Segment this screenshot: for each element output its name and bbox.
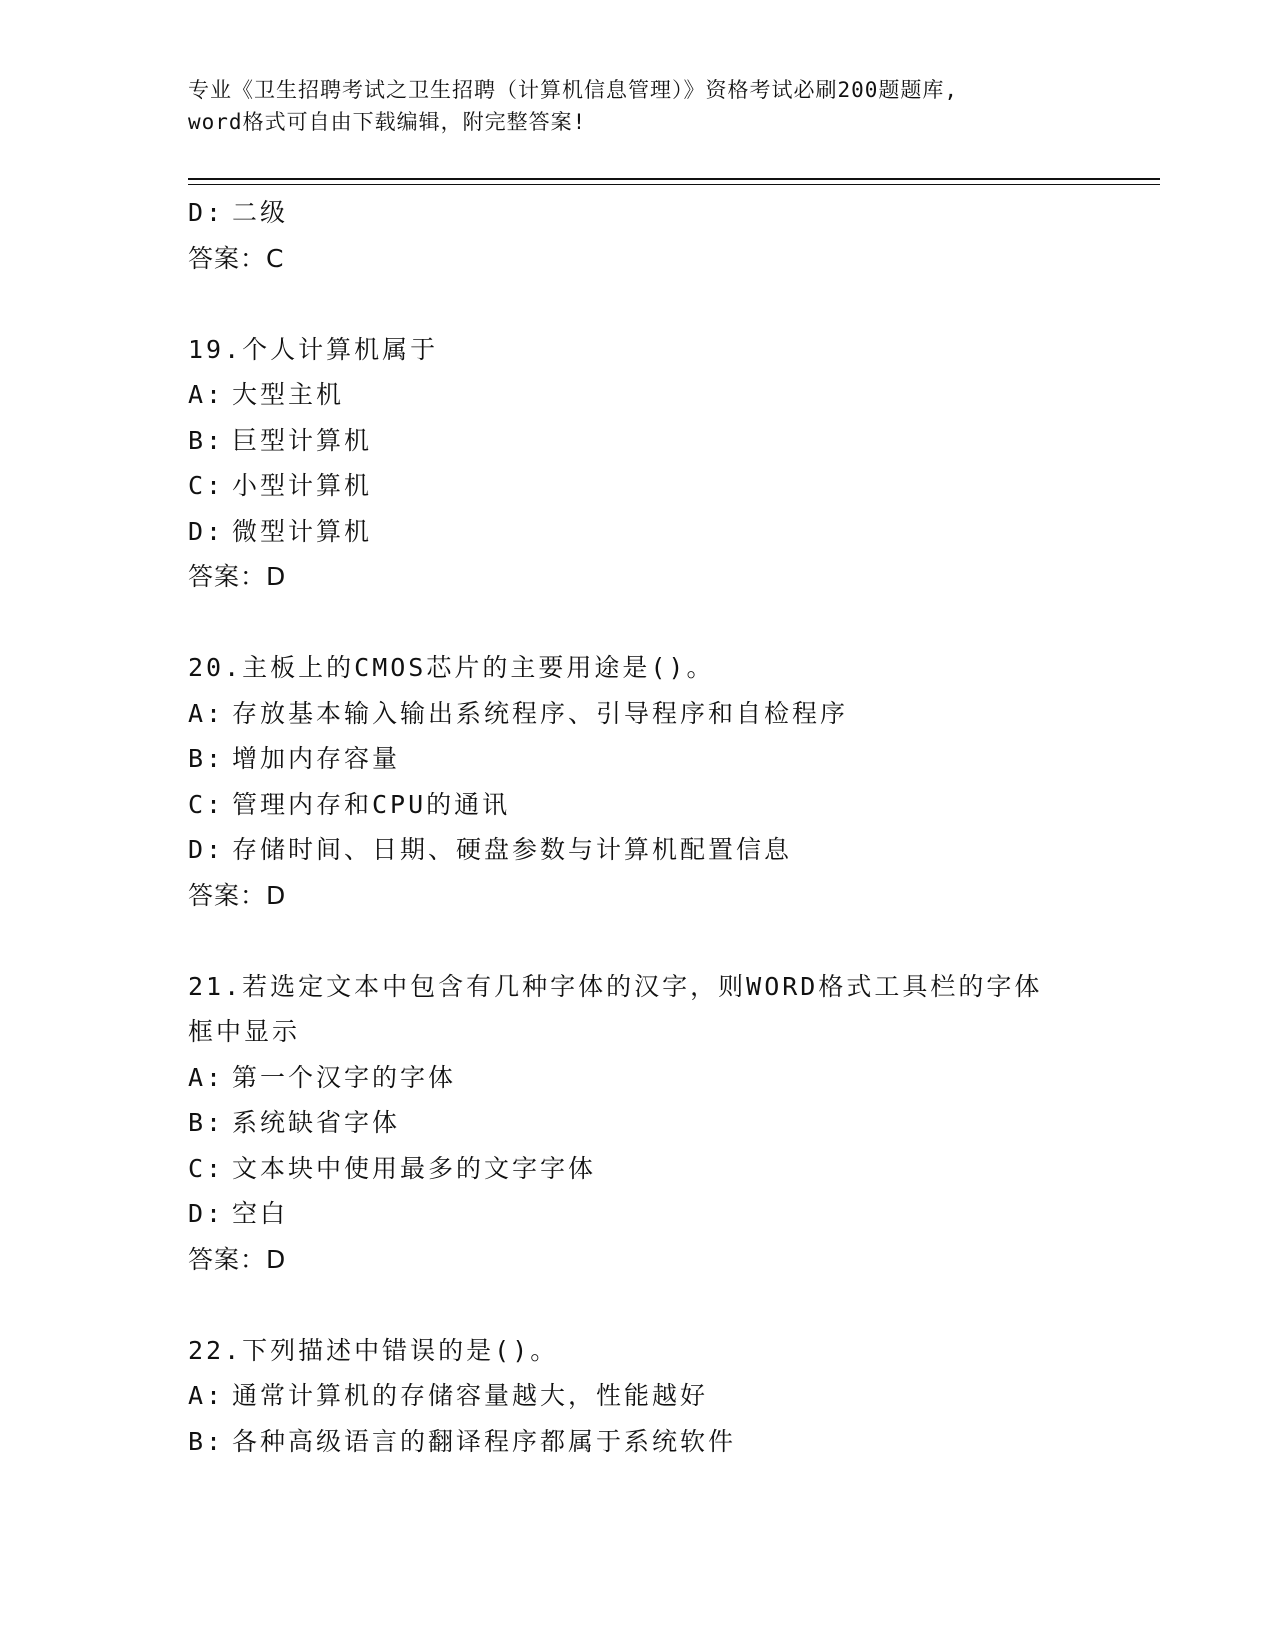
question-stem: 19.个人计算机属于 [188, 334, 439, 364]
option-text: 第一个汉字的字体 [232, 1062, 457, 1092]
option-text: 管理内存和CPU的通讯 [232, 789, 511, 819]
answer-line: 答案：D [188, 880, 287, 910]
header-title-line-2: word格式可自由下载编辑，附完整答案! [188, 110, 587, 134]
option-row [188, 463, 1088, 509]
option-row [188, 418, 1088, 464]
option-text: 小型计算机 [232, 471, 373, 500]
option-row [188, 736, 1088, 782]
option-row [188, 1191, 1088, 1237]
option-row [188, 827, 1088, 873]
answer-line: 答案：D [188, 1244, 287, 1274]
option-text: 各种高级语言的翻译程序都属于系统软件 [232, 1426, 737, 1456]
option-label: A: [188, 698, 225, 728]
spacer [188, 1282, 1088, 1328]
option-text: 存放基本输入输出系统程序、引导程序和自检程序 [232, 698, 849, 728]
question-stem: 22.下列描述中错误的是()。 [188, 1335, 559, 1365]
option-label: A: [188, 1062, 225, 1092]
option-text: 存储时间、日期、硬盘参数与计算机配置信息 [232, 835, 793, 864]
option-text: 巨型计算机 [232, 425, 373, 455]
option-row [188, 190, 1088, 236]
option-text: 系统缺省字体 [232, 1108, 401, 1137]
option-label: C: [188, 789, 225, 819]
document-body [188, 190, 1088, 1464]
option-label: C: [188, 471, 225, 500]
header-divider-thin [188, 184, 1160, 185]
option-label: B: [188, 425, 225, 455]
option-row [188, 782, 1088, 828]
option-text: 微型计算机 [232, 516, 373, 546]
option-row [188, 1373, 1088, 1419]
option-row [188, 1055, 1088, 1101]
answer-line: 答案：C [188, 243, 285, 273]
option-text: 通常计算机的存储容量越大，性能越好 [232, 1381, 709, 1410]
option-label: D: [188, 1199, 225, 1228]
document-header [188, 74, 1088, 138]
answer-line: 答案：D [188, 562, 287, 591]
option-row [188, 509, 1088, 555]
option-row [188, 1419, 1088, 1465]
option-label: D: [188, 835, 225, 864]
spacer [188, 918, 1088, 964]
option-text: 二级 [232, 198, 289, 227]
option-text: 文本块中使用最多的文字字体 [232, 1153, 597, 1183]
header-title-line-1: 专业《卫生招聘考试之卫生招聘（计算机信息管理）》资格考试必刷200题题库, [188, 78, 959, 102]
option-label: D: [188, 516, 225, 546]
option-label: A: [188, 380, 225, 409]
header-divider-thick [188, 178, 1160, 180]
option-label: A: [188, 1381, 225, 1410]
option-label: B: [188, 744, 225, 773]
option-text: 大型主机 [232, 380, 345, 409]
option-row [188, 691, 1088, 737]
option-label: B: [188, 1426, 225, 1456]
option-label: C: [188, 1153, 225, 1183]
question-stem-line-1: 21.若选定文本中包含有几种字体的汉字，则WORD格式工具栏的字体 [188, 971, 1043, 1001]
option-label: D: [188, 198, 225, 227]
option-row [188, 1100, 1088, 1146]
option-row [188, 372, 1088, 418]
spacer [188, 281, 1088, 327]
option-text: 增加内存容量 [232, 744, 401, 773]
spacer [188, 600, 1088, 646]
option-label: B: [188, 1108, 225, 1137]
question-stem-line-2: 框中显示 [188, 1017, 301, 1046]
option-text: 空白 [232, 1199, 289, 1228]
option-row [188, 1146, 1088, 1192]
question-stem: 20.主板上的CMOS芯片的主要用途是()。 [188, 653, 715, 682]
